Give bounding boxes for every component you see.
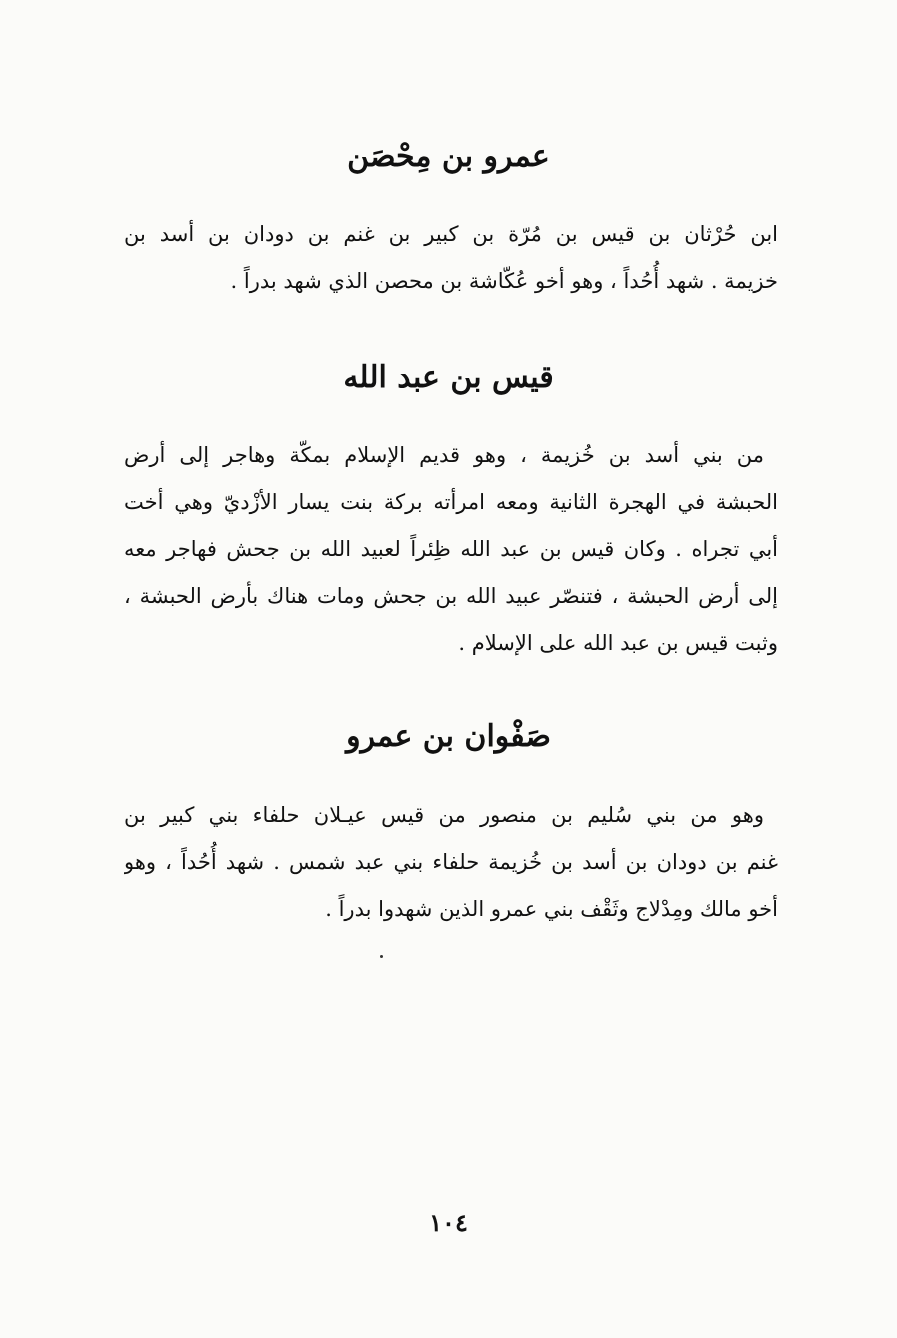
text-line: وثبت قيس بن عبد الله على الإسلام .: [458, 631, 778, 655]
text-line: غنم بن دودان بن أسد بن خُزيمة حلفاء بني عبد شمس . شهد أُحُداً ، وهو: [124, 850, 778, 874]
text-line: خزيمة . شهد أُحُداً ، وهو أخو عُكّاشة بن محصن الذي شهد بدراً .: [230, 269, 778, 293]
section-body-amr-ibn-mihsan: [124, 211, 778, 305]
text-line: أخو مالك ومِدْلاج وثَقْف بني عمرو الذين شهدوا بدراً .: [325, 897, 778, 921]
text-line: من بني أسد بن خُزيمة ، وهو قديم الإسلام بمكّة وهاجر إلى أرض: [124, 443, 764, 467]
text-line: الحبشة في الهجرة الثانية ومعه امرأته بركة بنت يسار الأزْديّ وهي أخت: [124, 490, 778, 514]
text-line: ابن حُرْثان بن قيس بن مُرّة بن كبير بن غنم بن دودان بن أسد بن: [124, 222, 778, 246]
section-title-safwan-ibn-amr: صَفْوان بن عمرو: [346, 719, 551, 754]
page-number: ١٠٤: [429, 1208, 468, 1237]
text-line: وهو من بني سُليم بن منصور من قيس عيـلان حلفاء بني كبير بن: [124, 803, 764, 827]
section-title-qays-ibn-abdallah: قيس بن عبد الله: [343, 360, 554, 395]
text-line: أبي تجراه . وكان قيس بن عبد الله ظِئراً لعبيد الله بن جحش فهاجر معه: [124, 537, 778, 561]
section-body-qays-ibn-abdallah: [124, 432, 778, 667]
section-title-amr-ibn-mihsan: عمرو بن مِحْصَن: [347, 139, 550, 174]
section-body-safwan-ibn-amr: [124, 792, 778, 933]
text-line: إلى أرض الحبشة ، فتنصّر عبيد الله بن جحش ومات هناك بأرض الحبشة ،: [124, 584, 778, 608]
ink-speck: [380, 955, 383, 958]
